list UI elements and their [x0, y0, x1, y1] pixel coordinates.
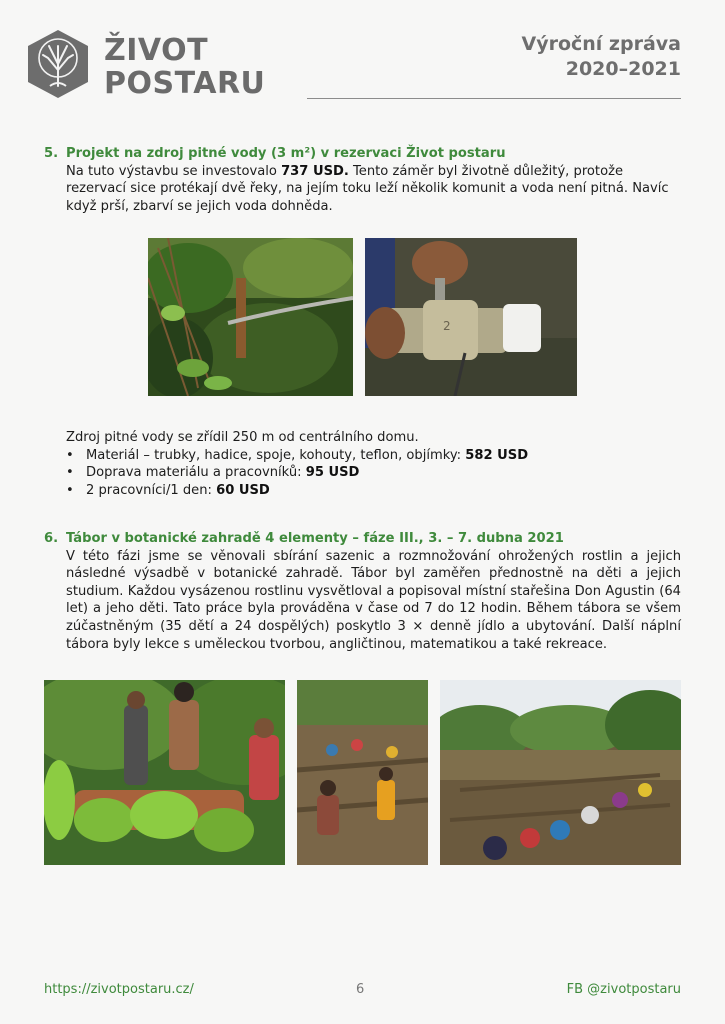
cost-amount: 60 USD [216, 482, 270, 498]
cost-amount: 582 USD [465, 447, 529, 463]
photo-jungle-pipe [148, 238, 353, 396]
photo-water-valve [365, 238, 577, 396]
source-text: Zdroj pitné vody se zřídil 250 m od centrálního domu. [66, 430, 419, 445]
footer-website-link[interactable]: https://zivotpostaru.cz/ [44, 982, 194, 997]
logo-tree-icon [22, 28, 94, 100]
logo-line-2: POSTARU [104, 66, 266, 101]
section-title: Tábor v botanické zahradě 4 elementy – fáze III., 3. – 7. dubna 2021 [66, 531, 564, 546]
report-title-line-1: Výroční zpráva [521, 33, 681, 55]
page-number: 6 [356, 982, 365, 997]
photo-group-clearing [297, 680, 428, 865]
cost-label: Doprava materiálu a pracovníků: [86, 465, 306, 481]
header-divider [307, 98, 681, 99]
list-item: • 2 pracovníci/1 den: 60 USD [66, 482, 270, 498]
cost-list [44, 447, 681, 500]
intro-text: Na tuto výstavbu se investovalo [66, 163, 282, 179]
section-botanical-camp [44, 530, 681, 653]
section-number: 6. [44, 531, 59, 546]
intro-text-rest: Tento záměr byl životně důležitý, protože rezervací sice protékají dvě řeky, na jejím toku leží několik komunit a voda není pitná. Navíc když prší, zbarví se jejich voda dohněda. [66, 163, 669, 214]
photo-children-forest [440, 680, 681, 865]
cost-label: 2 pracovníci/1 den: [86, 482, 217, 498]
cost-amount: 95 USD [305, 465, 360, 481]
photo-children-planting [44, 680, 285, 865]
logo-line-1: ŽIVOT [104, 33, 209, 68]
report-title-line-2: 2020–2021 [565, 58, 681, 80]
section-water-project [44, 145, 681, 215]
list-item: • Materiál – trubky, hadice, spoje, kohouty, teflon, objímky: 582 USD [66, 447, 529, 463]
section-number: 5. [44, 146, 59, 161]
logo-wordmark [104, 34, 265, 100]
section-title: Projekt na zdroj pitné vody (3 m²) v rezervaci Život postaru [66, 146, 506, 161]
svg-text:2: 2 [443, 319, 451, 333]
water-costs [44, 429, 681, 499]
footer-facebook-link[interactable]: FB @zivotpostaru [566, 982, 681, 997]
report-title [522, 32, 682, 82]
intro-amount: 737 USD. [281, 163, 349, 179]
section-text: V této fázi jsme se věnovali sbírání sazenic a rozmnožování ohrožených rostlin a jejich následné výsadbě v botanické zahradě. Tábor byl zaměřen přednostně na děti a jejich studium. Každou vysázenou rostlinu vysvětloval a popisoval místní stařešina Don Agustin (64 let) a jeho děti. Tato práce byla prováděna v čase od 7 do 12 hodin. Během tábora se všem zúčastněným (35 dětí a 24 dospělých) poskytlo 3 × denně jídlo a ubytování. Další náplní tábora byly lekce s uměleckou tvorbou, angličtinou, matematikou a také rekreace. [66, 548, 681, 652]
list-item: • Doprava materiálu a pracovníků: 95 USD [66, 465, 360, 481]
cost-label: Materiál – trubky, hadice, spoje, kohouty, teflon, objímky: [86, 447, 466, 463]
